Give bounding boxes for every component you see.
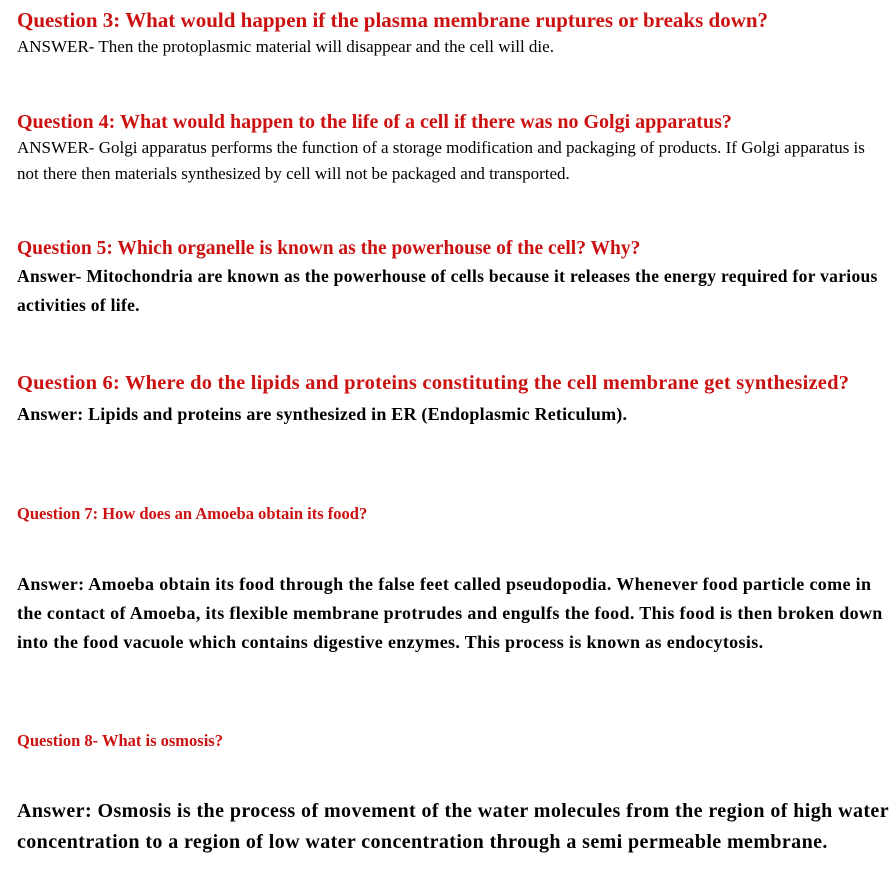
answer-8	[17, 796, 889, 858]
answer-text: Amoeba obtain its food through the false feet called pseudopodia. Whenever food particle come in the contact of Amoeba, its flexible membrane protrudes and engulfs the food. This food is then broken down into the food vacuole which contains digestive enzymes. This process is known as endocytosis.	[17, 574, 883, 652]
question-6: Question 6: Where do the lipids and proteins constituting the cell membrane get synthesized?	[17, 372, 850, 394]
answer-label: Answer:	[17, 404, 84, 424]
qa-item-3	[17, 7, 889, 60]
answer-3	[17, 34, 889, 60]
answer-7	[17, 570, 889, 657]
question-7: Question 7: How does an Amoeba obtain its food?	[17, 504, 368, 523]
question-4: Question 4: What would happen to the life of a cell if there was no Golgi apparatus?	[17, 111, 732, 133]
qa-item-4	[17, 109, 889, 187]
answer-4	[17, 135, 889, 187]
answer-text: Mitochondria are known as the powerhouse of cells because it releases the energy required for various activities of life.	[17, 266, 878, 315]
question-8: Question 8- What is osmosis?	[17, 731, 223, 750]
answer-text: Then the protoplasmic material will disappear and the cell will die.	[94, 37, 554, 56]
qa-item-7-question	[17, 502, 889, 526]
answer-label: ANSWER-	[17, 37, 95, 56]
qa-item-8-answer	[17, 796, 889, 858]
answer-text: Osmosis is the process of movement of the water molecules from the region of high water concentration to a region of low water concentration through a semi permeable membrane.	[17, 800, 889, 853]
qa-item-8-question	[17, 729, 889, 753]
answer-text: Golgi apparatus performs the function of a storage modification and packaging of products. If Golgi apparatus is not there then materials synthesized by cell will not be packaged and transported.	[17, 138, 865, 183]
qa-item-5	[17, 235, 889, 320]
qa-item-7-answer	[17, 570, 889, 657]
answer-text: Lipids and proteins are synthesized in ER (Endoplasmic Reticulum).	[83, 404, 628, 424]
question-3: Question 3: What would happen if the plasma membrane ruptures or breaks down?	[17, 8, 769, 32]
question-5: Question 5: Which organelle is known as the powerhouse of the cell? Why?	[17, 238, 641, 259]
answer-label: Answer-	[17, 266, 82, 286]
qa-item-6	[17, 369, 889, 430]
answer-label: ANSWER-	[17, 138, 95, 157]
answer-label: Answer:	[17, 574, 85, 594]
answer-6	[17, 398, 889, 430]
answer-label: Answer:	[17, 800, 93, 822]
answer-5	[17, 262, 889, 320]
